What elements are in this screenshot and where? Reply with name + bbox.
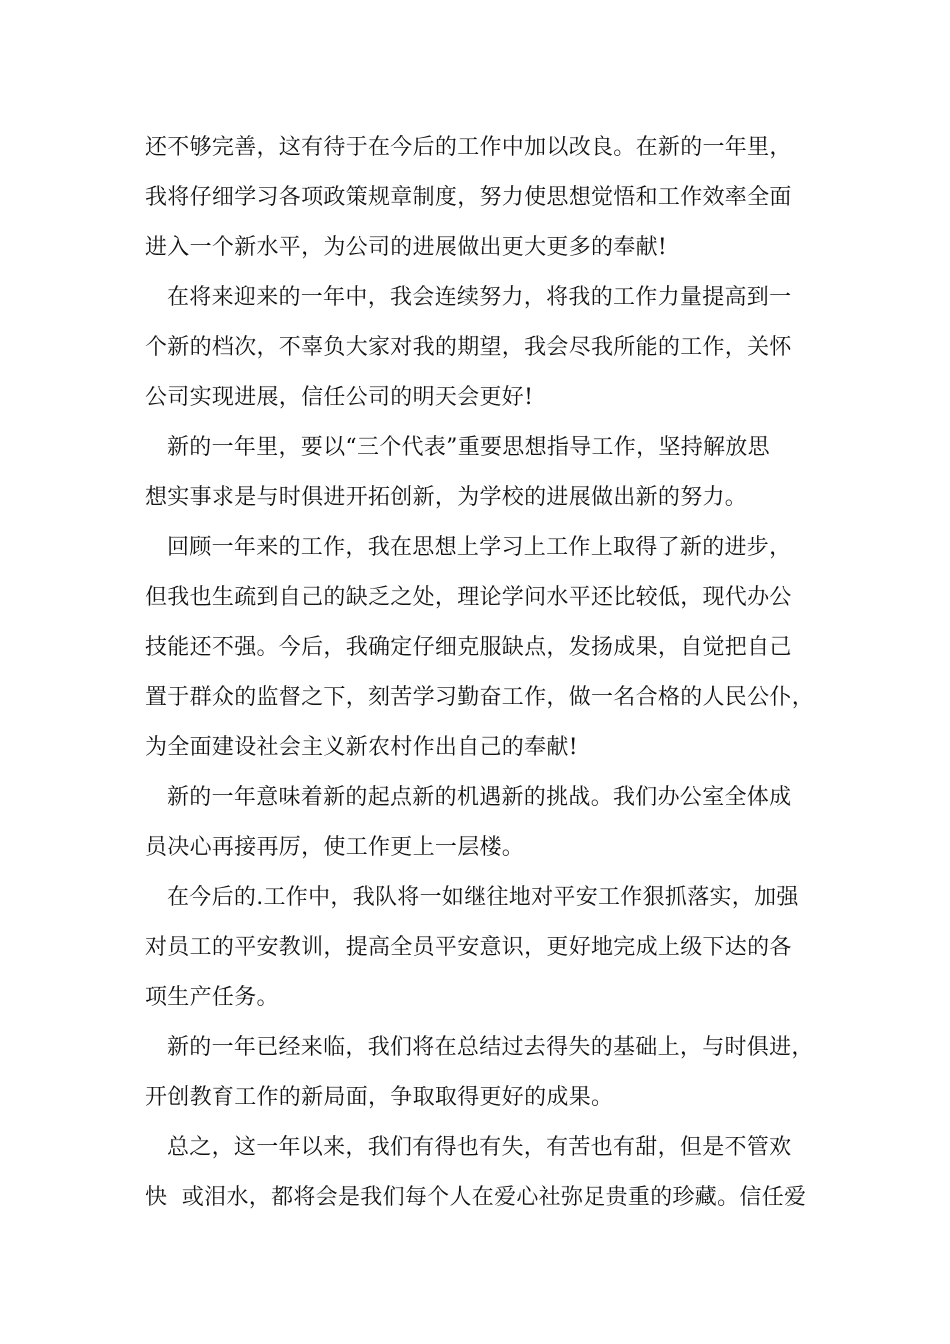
text-line: 总之，这一年以来，我们有得也有失，有苦也有甜，但是不管欢	[167, 1135, 792, 1160]
text-line: 为全面建设社会主义新农村作出自己的奉献!	[145, 735, 578, 760]
text-line: 新的一年意味着新的起点新的机遇新的挑战。我们办公室全体成	[167, 785, 792, 810]
text-line: 对员工的平安教训，提高全员平安意识，更好地完成上级下达的各	[145, 935, 792, 960]
text-line: 置于群众的监督之下，刻苦学习勤奋工作，做一名合格的人民公仆，	[145, 685, 815, 710]
text-line: 回顾一年来的工作，我在思想上学习上工作上取得了新的进步，	[167, 535, 792, 560]
text-line: 在今后的.工作中，我队将一如继往地对平安工作狠抓落实，加强	[167, 885, 799, 910]
text-line: 还不够完善，这有待于在今后的工作中加以改良。在新的一年里，	[145, 135, 792, 160]
text-line: 但我也生疏到自己的缺乏之处，理论学问水平还比较低，现代办公	[145, 585, 792, 610]
text-line: 在将来迎来的一年中，我会连续努力，将我的工作力量提高到一	[167, 285, 792, 310]
text-line: 想实事求是与时俱进开拓创新，为学校的进展做出新的努力。	[145, 485, 748, 510]
text-line: 进入一个新水平，为公司的进展做出更大更多的奉献!	[145, 235, 668, 260]
text-line: 个新的档次，不辜负大家对我的期望，我会尽我所能的工作，关怀	[145, 335, 792, 360]
text-line: 新的一年已经来临，我们将在总结过去得失的基础上，与时俱进，	[167, 1035, 814, 1060]
text-line: 技能还不强。今后，我确定仔细克服缺点，发扬成果，自觉把自己	[145, 635, 792, 660]
text-line: 新的一年里，要以“三个代表”重要思想指导工作，坚持解放思	[167, 435, 770, 460]
text-line: 公司实现进展，信任公司的明天会更好!	[145, 385, 534, 410]
text-line: 我将仔细学习各项政策规章制度，努力使思想觉悟和工作效率全面	[145, 185, 792, 210]
text-line: 开创教育工作的新局面，争取取得更好的成果。	[145, 1085, 614, 1110]
text-line: 项生产任务。	[145, 985, 279, 1010]
text-line: 快 或泪水，都将会是我们每个人在爱心社弥足贵重的珍藏。信任爱	[145, 1185, 807, 1210]
text-line: 员决心再接再厉，使工作更上一层楼。	[145, 835, 525, 860]
